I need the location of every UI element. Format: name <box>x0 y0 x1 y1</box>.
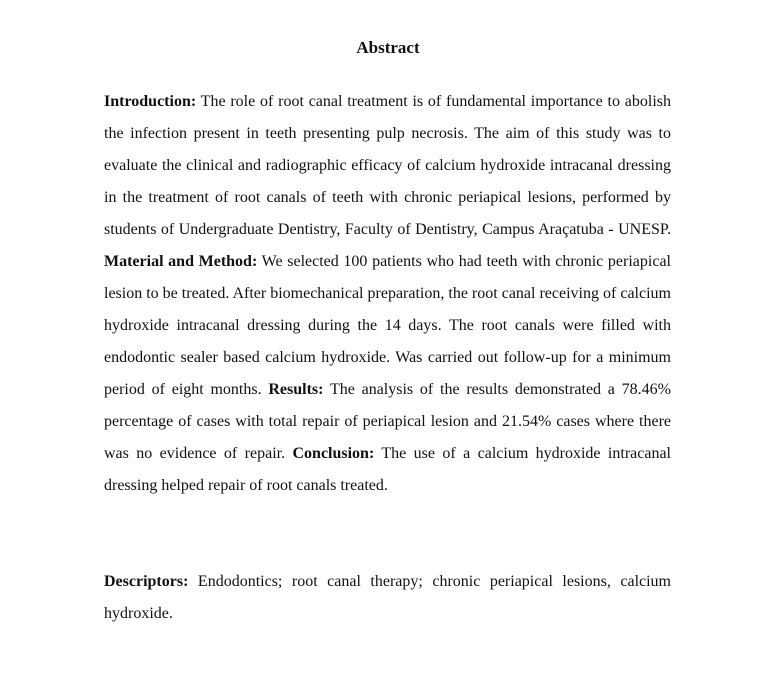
conclusion-label: Conclusion: <box>292 445 375 462</box>
results-label: Results: <box>268 381 324 398</box>
descriptors-text: Endodontics; root canal therapy; chronic periapical lesions, calcium hydroxide. <box>104 573 671 622</box>
abstract-body <box>104 86 671 502</box>
introduction-text: The role of root canal treatment is of fundamental importance to abolish the infection present in teeth presenting pulp necrosis. The aim of this study was to evaluate the clinical and radiographic efficacy of calcium hydroxide intracanal dressing in the treatment of root canals of teeth with chronic periapical lesions, performed by students of Undergraduate Dentistry, Faculty of Dentistry, Campus Araçatuba - UNESP. <box>104 93 671 238</box>
descriptors-paragraph <box>104 566 671 630</box>
descriptors-label: Descriptors: <box>104 573 189 590</box>
introduction-label: Introduction: <box>104 93 197 110</box>
material-method-text: We selected 100 patients who had teeth with chronic periapical lesion to be treated. After biomechanical preparation, the root canal receiving of calcium hydroxide intracanal dressing during the 14 days. The root canals were filled with endodontic sealer based calcium hydroxide. Was carried out follow-up for a minimum period of eight months. <box>104 253 671 398</box>
abstract-title: Abstract <box>356 38 420 57</box>
material-method-label: Material and Method: <box>104 253 258 270</box>
results-text: The analysis of the results demonstrated a 78.46% percentage of cases with total repair of periapical lesion and 21.54% cases where there was no evidence of repair. <box>104 381 672 462</box>
conclusion-text: The use of a calcium hydroxide intracanal dressing helped repair of root canals treated. <box>104 445 671 494</box>
